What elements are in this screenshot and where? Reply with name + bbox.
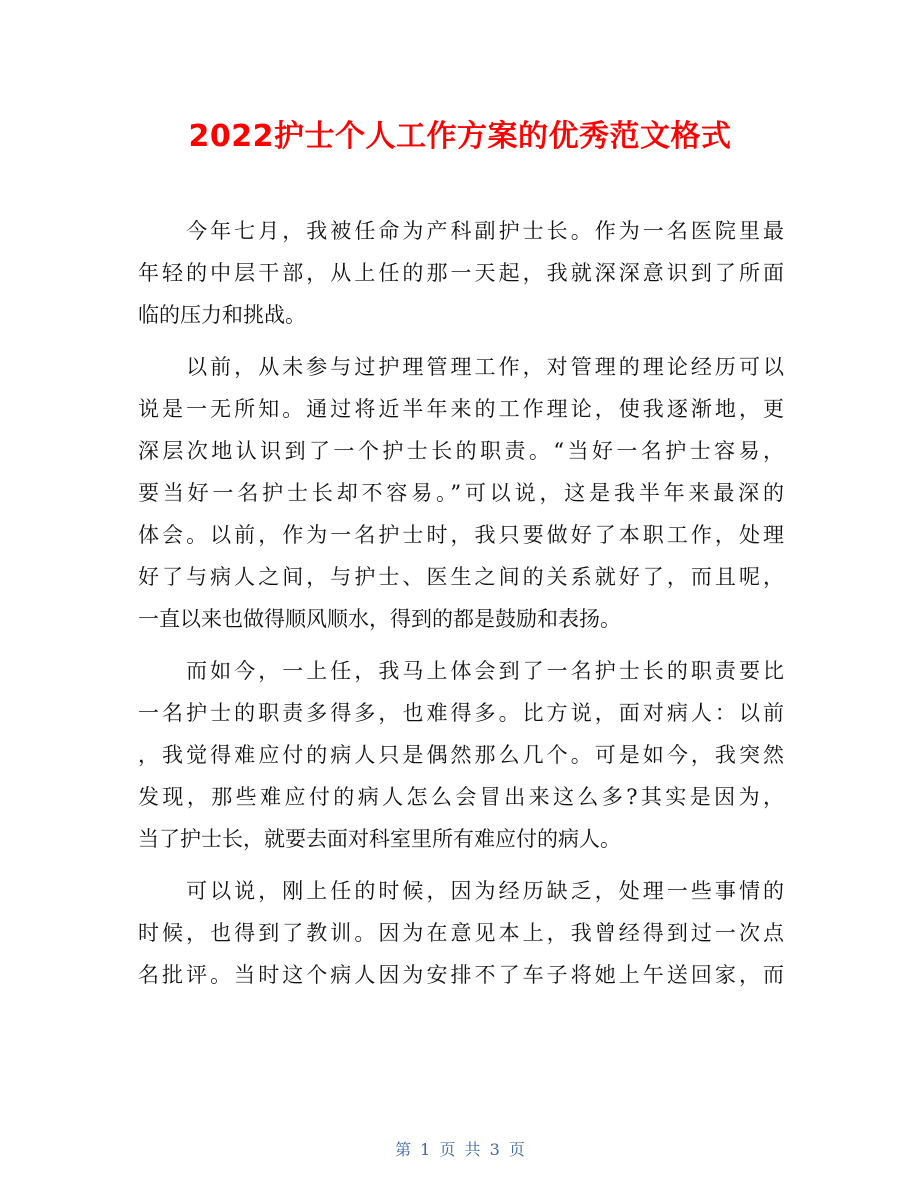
paragraph-1: [138, 210, 784, 336]
text-line: 临的压力和挑战。: [138, 303, 306, 327]
text-line: 发现，那些难应付的病人怎么会冒出来这么多?其实是因为，: [138, 785, 784, 809]
text-line: ，我觉得难应付的病人只是偶然那么几个。可是如今，我突然: [138, 743, 784, 767]
text-line: 名批评。当时这个病人因为安排不了车子将她上午送回家，而: [138, 963, 784, 987]
page-number-footer: 第 1 页 共 3 页: [395, 1140, 525, 1159]
text-line: 一直以来也做得顺风顺水，得到的都是鼓励和表扬。: [138, 607, 621, 631]
text-line: 好了与病人之间，与护士、医生之间的关系就好了，而且呢，: [138, 565, 784, 589]
text-line: 说是一无所知。通过将近半年来的工作理论，使我逐渐地，更: [138, 397, 784, 421]
paragraph-2: [138, 346, 784, 640]
text-line: 可以说，刚上任的时候，因为经历缺乏，处理一些事情的: [138, 879, 784, 903]
text-line: 要当好一名护士长却不容易。”可以说，这是我半年来最深的: [138, 481, 784, 505]
text-line: 当了护士长，就要去面对科室里所有难应付的病人。: [138, 827, 621, 851]
text-line: 而如今，一上任，我马上体会到了一名护士长的职责要比: [138, 659, 784, 683]
document-title: 2022护士个人工作方案的优秀范文格式: [188, 119, 732, 154]
text-line: 时候，也得到了教训。因为在意见本上，我曾经得到过一次点: [138, 921, 784, 945]
text-line: 年轻的中层干部，从上任的那一天起，我就深深意识到了所面: [138, 261, 784, 285]
text-line: 体会。以前，作为一名护士时，我只要做好了本职工作，处理: [138, 523, 784, 547]
text-line: 以前，从未参与过护理管理工作，对管理的理论经历可以: [138, 355, 784, 379]
document-body: [138, 210, 784, 1006]
text-line: 今年七月，我被任命为产科副护士长。作为一名医院里最: [138, 219, 784, 243]
paragraph-4: [138, 870, 784, 996]
paragraph-3: [138, 650, 784, 860]
text-line: 一名护士的职责多得多，也难得多。比方说，面对病人：以前: [138, 701, 784, 725]
text-line: 深层次地认识到了一个护士长的职责。“当好一名护士容易，: [138, 439, 784, 463]
